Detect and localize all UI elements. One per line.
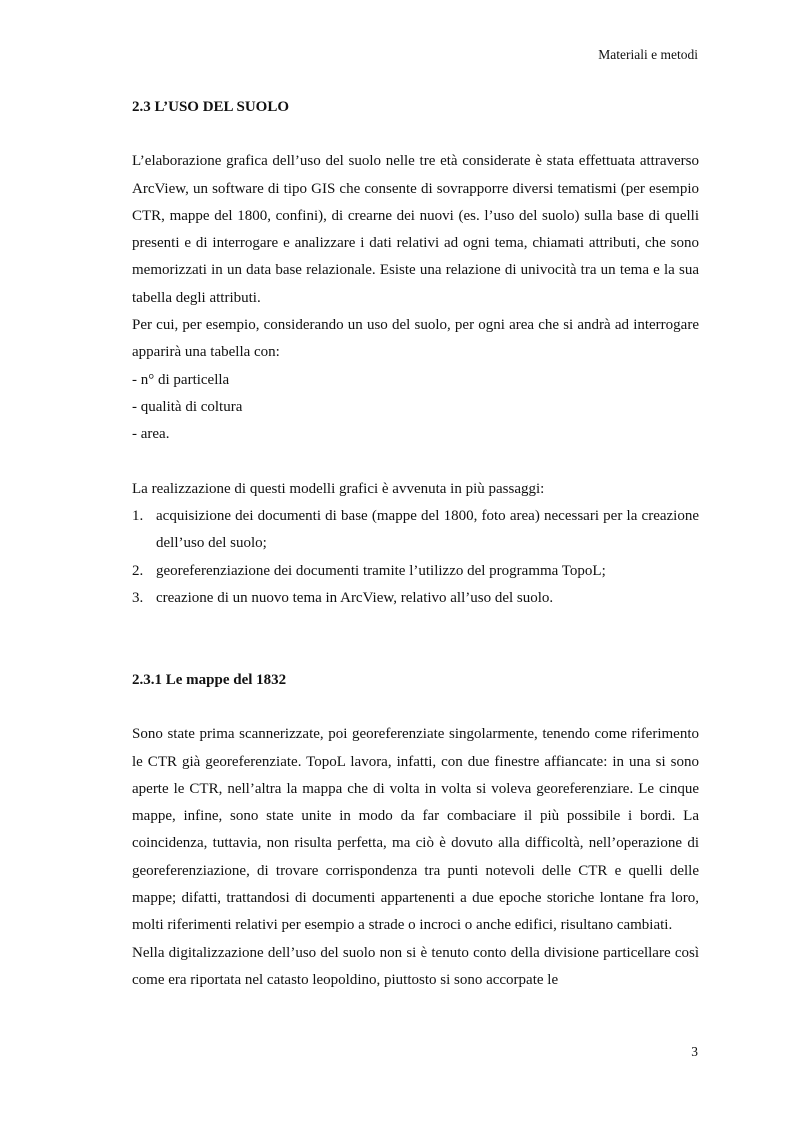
list-item <box>132 558 699 585</box>
subsection-paragraph-1: Sono state prima scannerizzate, poi georeferenziate singolarmente, tenendo come riferimento le CTR già georeferenziate. TopoL lavora, infatti, con due finestre affiancate: in una si sono aperte le CTR, nell’altra la mappa che di volta in volta si voleva georeferenziare. Le cinque mappe, infine, sono state unite in modo da far combaciare il più possibile i bordi. La coincidenza, tuttavia, non risulta perfetta, ma ciò è dovuto alla difficoltà, nell’operazione di georeferenziazione, di trovare corrispondenza tra punti notevoli delle CTR e quelli delle mappe; difatti, trattandosi di documenti appartenenti a due epoche storiche lontane fra loro, molti riferimenti relativi per esempio a strade o incroci o anche edifici, risultano cambiati. <box>132 726 699 934</box>
section-paragraph-2: Per cui, per esempio, considerando un uso del suolo, per ogni area che si andrà ad interrogare apparirà una tabella con: <box>132 317 699 361</box>
step-text: acquisizione dei documenti di base (mappe del 1800, foto area) necessari per la creazione dell’uso del suolo; <box>156 508 699 552</box>
subsection-paragraph-2: Nella digitalizzazione dell’uso del suolo non si è tenuto conto della divisione particellare così come era riportata nel catasto leopoldino, piuttosto si sono accorpate le <box>132 944 699 988</box>
list-item <box>132 503 699 558</box>
step-number: 1. <box>132 508 144 525</box>
step-text: creazione di un nuovo tema in ArcView, relativo all’uso del suolo. <box>156 590 554 607</box>
list-item <box>132 585 699 612</box>
step-number: 2. <box>132 562 144 579</box>
page-number: 3 <box>691 1044 698 1059</box>
page-body <box>132 94 699 994</box>
steps-list <box>132 503 699 612</box>
running-header: Materiali e metodi <box>598 47 698 62</box>
section-title: 2.3 L’USO DEL SUOLO <box>132 99 289 115</box>
step-text: georeferenziazione dei documenti tramite l’utilizzo del programma TopoL; <box>156 562 606 579</box>
section-paragraph-3: La realizzazione di questi modelli grafici è avvenuta in più passaggi: <box>132 480 545 497</box>
step-number: 3. <box>132 590 144 607</box>
list-item: - n° di particella <box>132 371 230 388</box>
section-paragraph-1: L’elaborazione grafica dell’uso del suolo nelle tre età considerate è stata effettuata attraverso ArcView, un software di tipo GIS che consente di sovrapporre diversi tematismi (per esempio CTR, mappe del 1800, confini), di crearne dei nuovi (es. l’uso del suolo) sulla base di quelli presenti e di interrogare e analizzare i dati relativi ad ogni tema, chiamati attributi, che sono memorizzati in un data base relazionale. Esiste una relazione di univocità tra un tema e la sua tabella degli attributi. <box>132 153 699 306</box>
subsection-title: 2.3.1 Le mappe del 1832 <box>132 671 287 688</box>
attribute-list <box>132 367 699 449</box>
list-item: - area. <box>132 426 170 443</box>
list-item: - qualità di coltura <box>132 398 243 415</box>
